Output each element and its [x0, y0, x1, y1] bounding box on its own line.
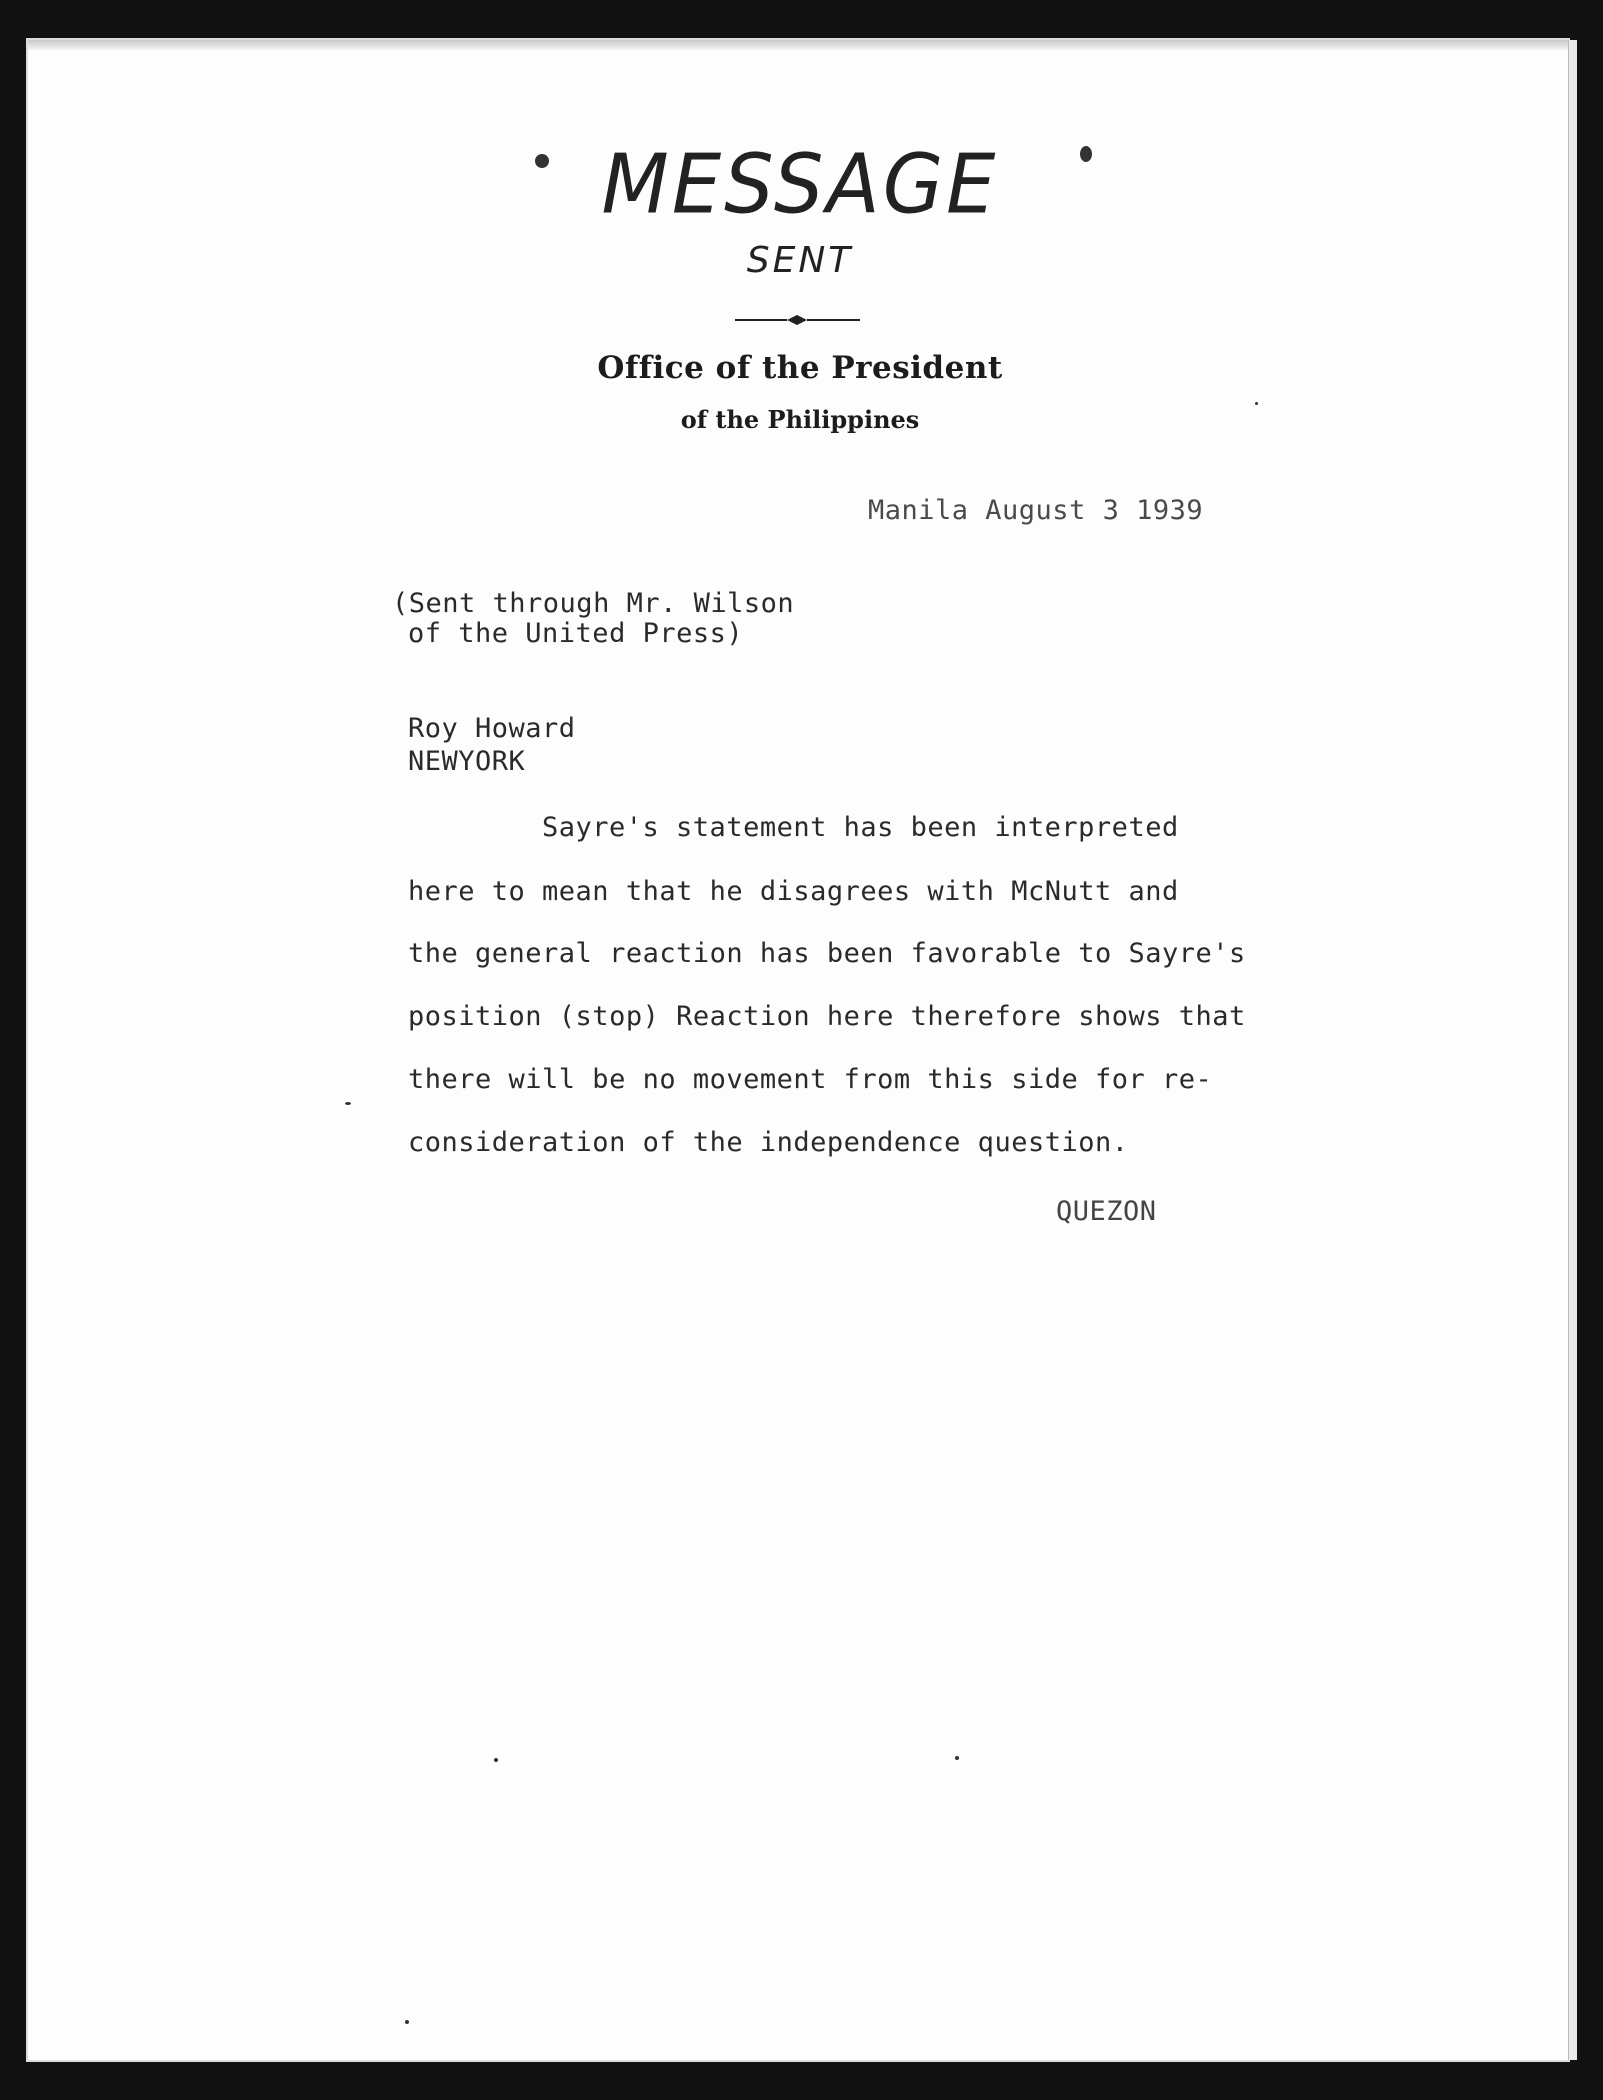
- body-line: consideration of the independence question.: [408, 1127, 1129, 1158]
- letterhead-title: MESSAGE: [601, 137, 999, 233]
- body-line: Sayre's statement has been interpreted: [542, 812, 1179, 843]
- signature: QUEZON: [1056, 1196, 1157, 1227]
- date-line: Manila August 3 1939: [868, 495, 1204, 526]
- paper-speck: [955, 1756, 959, 1760]
- letterhead-subtitle: SENT: [746, 240, 854, 281]
- office-name: Office of the President: [597, 350, 1003, 386]
- office-country: of the Philippines: [680, 405, 920, 434]
- paper-speck: [494, 1758, 498, 1762]
- paper-speck: [1080, 146, 1092, 162]
- paper-speck: [1255, 402, 1258, 405]
- body-line: here to mean that he disagrees with McNutt and: [408, 876, 1179, 907]
- paper-speck: [535, 154, 549, 168]
- addressee-name: Roy Howard: [408, 713, 576, 744]
- ornamental-divider: [735, 314, 860, 326]
- body-line: the general reaction has been favorable to Sayre's: [408, 938, 1246, 969]
- routing-line-2: of the United Press): [408, 618, 744, 649]
- body-line: position (stop) Reaction here therefore shows that: [408, 1001, 1246, 1032]
- page-right-edge: [1568, 40, 1577, 2060]
- paper-speck: [405, 2020, 409, 2024]
- page-top-edge: [28, 40, 1576, 50]
- document-page: [28, 40, 1568, 2060]
- addressee-city: NEWYORK: [408, 746, 526, 777]
- routing-line-1: (Sent through Mr. Wilson: [392, 588, 795, 619]
- body-line: there will be no movement from this side for re-: [408, 1064, 1213, 1095]
- paper-speck: [345, 1102, 351, 1105]
